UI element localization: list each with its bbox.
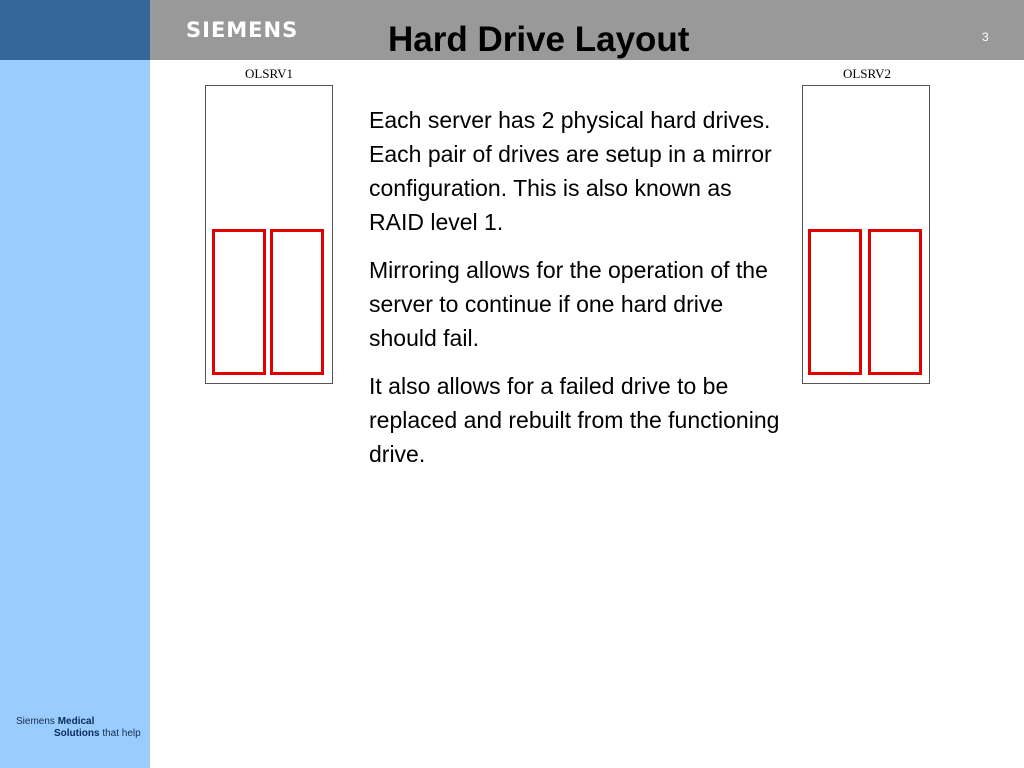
server-olsrv2	[802, 85, 930, 384]
hard-drive-2	[868, 229, 922, 375]
siemens-logo: SIEMENS	[186, 18, 299, 42]
paragraph: It also allows for a failed drive to be replaced and rebuilt from the functioning drive.	[369, 373, 780, 467]
server-label-olsrv2: OLSRV2	[842, 66, 892, 81]
server-label-olsrv1: OLSRV1	[244, 66, 294, 81]
footer-logo: Siemens Medical Solutions that help	[16, 716, 141, 739]
left-sidebar	[0, 0, 150, 768]
hard-drive-2	[270, 229, 324, 375]
slide-title: Hard Drive Layout	[388, 20, 690, 59]
server-olsrv1	[205, 85, 333, 384]
paragraph: Each server has 2 physical hard drives. Each pair of drives are setup in a mirror configuration. This is also known as RAID level 1.	[369, 107, 772, 235]
page-number: 3	[982, 30, 989, 44]
body-text	[369, 103, 781, 485]
hard-drive-1	[808, 229, 862, 375]
hard-drive-1	[212, 229, 266, 375]
sidebar-header-block	[0, 0, 150, 60]
paragraph: Mirroring allows for the operation of the server to continue if one hard drive should fail.	[369, 257, 768, 351]
